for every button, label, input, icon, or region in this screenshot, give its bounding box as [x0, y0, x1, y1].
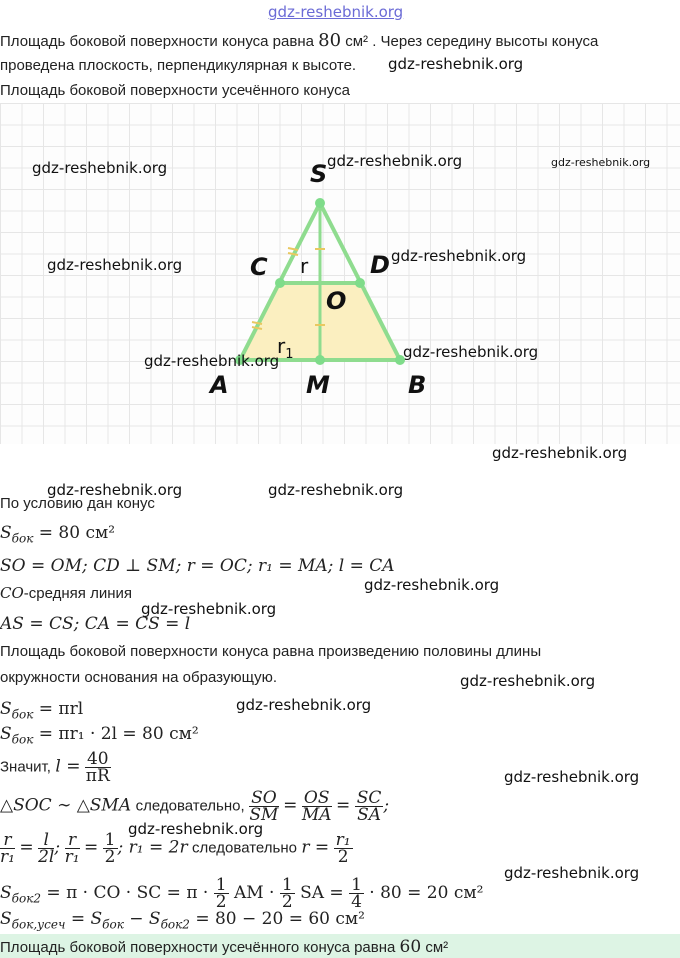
denominator: 2: [104, 847, 116, 867]
watermark: gdz-reshebnik.org: [47, 256, 183, 274]
s-bok2-line: [0, 877, 483, 910]
watermark: gdz-reshebnik.org: [460, 672, 596, 690]
label-b: B: [408, 371, 427, 399]
s-subscript: бок: [102, 917, 124, 932]
sled-text: следовательно,: [135, 797, 245, 815]
final-answer-a: Площадь боковой поверхности усечённого конуса равна: [0, 939, 396, 956]
s-subscript: бок2: [160, 917, 190, 932]
point-d: [355, 278, 365, 288]
point-m: [315, 355, 325, 365]
numerator: 1: [281, 875, 293, 895]
numerator: r₁: [335, 830, 351, 850]
formula-2: [0, 724, 199, 746]
numerator: r: [0, 832, 15, 849]
label-a: A: [210, 371, 229, 399]
watermark: gdz-reshebnik.org: [141, 600, 277, 618]
fraction-r1-2: [334, 832, 353, 865]
watermark: gdz-reshebnik.org: [236, 696, 372, 714]
problem-line-1-text-a: Площадь боковой поверхности конуса равна: [0, 33, 314, 50]
problem-line-1-text-b: см² . Через середину высоты конуса: [345, 33, 599, 50]
am-term: AM ·: [233, 883, 275, 903]
fraction-sc-sa: [355, 790, 384, 823]
s-subscript: бок: [11, 732, 34, 747]
numerator: OS: [302, 790, 332, 807]
watermark: gdz-reshebnik.org: [364, 576, 500, 594]
s-frustum-line: [0, 909, 365, 931]
s-symbol: S: [0, 909, 12, 929]
sled-text-2: следовательно: [192, 839, 297, 857]
given-text: По условию дан конус: [0, 495, 155, 512]
watermark: gdz-reshebnik.org: [144, 352, 280, 370]
s-frustum-eq: = S: [70, 909, 103, 929]
watermark: gdz-reshebnik.org: [268, 481, 404, 499]
s-bok-value: = 80 см²: [38, 523, 116, 543]
fraction-l-2l: [38, 832, 54, 865]
s-subscript: бок2: [11, 891, 42, 906]
point-s: [315, 198, 325, 208]
l-equals: l =: [55, 756, 81, 777]
fraction-so-sm: [249, 790, 279, 823]
watermark: gdz-reshebnik.org: [391, 247, 527, 265]
denominator: 2l: [38, 847, 55, 867]
watermark: gdz-reshebnik.org: [492, 444, 628, 462]
numerator: l: [38, 832, 54, 849]
s-subscript: бок: [11, 531, 34, 546]
sa-term: SA =: [300, 883, 344, 903]
rule-line-2: окружности основания на образующую.: [0, 669, 278, 686]
numerator: SO: [251, 788, 277, 808]
s-subscript: бок: [11, 707, 34, 722]
fraction-1-4: [349, 877, 364, 910]
fraction-os-ma: [302, 790, 332, 823]
similarity-statement: △SOC ∼ △SMA: [0, 795, 132, 816]
midline-line: [0, 584, 132, 602]
watermark: gdz-reshebnik.org: [403, 343, 539, 361]
numerator: SC: [356, 788, 382, 808]
denominator: 2: [337, 847, 349, 867]
label-c: C: [250, 253, 268, 281]
r-equals: r =: [301, 837, 330, 858]
label-r1: $r_1$: [277, 334, 294, 362]
ratio-line: $\frac{r}{\text{r₁}}$ = $\frac{l}{2l}$ ; $\frac{r}{\text{r₁}}$ = $\frac{1}{2}$ ; r₁ = 2r следовательно r = $\frac{\text{r₁}}{2}$: [0, 830, 351, 867]
znachit-text: Значит,: [0, 758, 51, 776]
rule-line-1: Площадь боковой поверхности конуса равна произведению половины длины: [0, 643, 542, 660]
final-answer-unit: см²: [425, 939, 449, 956]
denominator: MA: [301, 805, 332, 825]
final-answer-text: [0, 937, 448, 957]
fraction-40-pir: [85, 751, 111, 784]
s-symbol: S: [0, 523, 12, 543]
denominator: 4: [351, 892, 362, 912]
co-symbol: CO: [0, 584, 24, 602]
denominator: 2: [281, 892, 293, 912]
r1-equation: ; r₁ = 2r: [117, 837, 188, 858]
similarity-line: △SOC ∼ △SMA следовательно, $\frac{SO}{SM}$ = $\frac{OS}{MA}$ = $\frac{SC}{SA}$ ;: [0, 788, 390, 825]
formula-1: [0, 699, 83, 721]
watermark: gdz-reshebnik.org: [504, 864, 640, 882]
s-symbol: S: [0, 883, 12, 903]
label-r: r: [300, 254, 309, 278]
s-subscript: бок,усеч: [11, 917, 66, 932]
denominator: 2: [215, 892, 227, 912]
fraction-1-2: [103, 832, 118, 865]
s-frustum-minus: − S: [129, 909, 161, 929]
fraction-r-r1: [0, 832, 15, 865]
numerator: r: [65, 832, 80, 849]
watermark: gdz-reshebnik.org: [32, 159, 168, 177]
s-frustum-result: = 80 − 20 = 60 см²: [195, 909, 365, 929]
final-answer-row: [0, 934, 680, 958]
denominator: r₁: [0, 847, 15, 867]
watermark: gdz-reshebnik.org: [551, 156, 651, 169]
fraction-1-2: [214, 877, 229, 910]
numerator: 40: [86, 749, 109, 769]
top-watermark-link[interactable]: gdz-reshebnik.org: [268, 3, 404, 21]
problem-line-3: Площадь боковой поверхности усечённого конуса: [0, 82, 350, 99]
numerator: 1: [351, 875, 362, 895]
relations-line: SO = OM; CD ⊥ SM; r = OC; r₁ = MA; l = CA: [0, 556, 395, 576]
semicolon: ;: [383, 795, 390, 816]
l-value-line: [0, 751, 111, 784]
label-s: S: [310, 160, 328, 188]
problem-line-1: [0, 30, 598, 51]
s-bok-equation: [0, 523, 115, 545]
watermark: gdz-reshebnik.org: [504, 768, 640, 786]
fraction-1-2: [280, 877, 295, 910]
denominator: πR: [85, 766, 110, 786]
watermark: gdz-reshebnik.org: [388, 55, 524, 73]
watermark: gdz-reshebnik.org: [47, 481, 183, 499]
s-symbol: S: [0, 724, 12, 744]
s-bok2-mid: = π · CO · SC = π ·: [46, 883, 209, 903]
watermark: gdz-reshebnik.org: [327, 152, 463, 170]
s-symbol: S: [0, 699, 12, 719]
denominator: r₁: [64, 847, 80, 867]
problem-line-2: проведена плоскость, перпендикулярная к высоте.: [0, 57, 357, 74]
numerator: 1: [215, 875, 227, 895]
label-o: O: [326, 287, 347, 315]
formula-1-rhs: = πrl: [38, 699, 84, 719]
fraction-r-r1-2: [65, 832, 80, 865]
midline-text: -средняя линия: [23, 585, 132, 602]
denominator: SA: [357, 805, 382, 825]
final-answer-value: 60: [399, 937, 422, 957]
numerator: 1: [104, 830, 116, 850]
s-bok2-result: · 80 = 20 см²: [369, 883, 484, 903]
label-m: M: [306, 371, 330, 399]
as-cs-line: AS = CS; CA = CS = l: [0, 614, 191, 634]
formula-2-rhs: = πr₁ · 2l = 80 см²: [38, 724, 199, 744]
watermark: gdz-reshebnik.org: [128, 820, 264, 838]
label-d: D: [370, 251, 390, 279]
point-c: [275, 278, 285, 288]
denominator: SM: [249, 805, 279, 825]
problem-area-value: 80: [318, 30, 342, 51]
